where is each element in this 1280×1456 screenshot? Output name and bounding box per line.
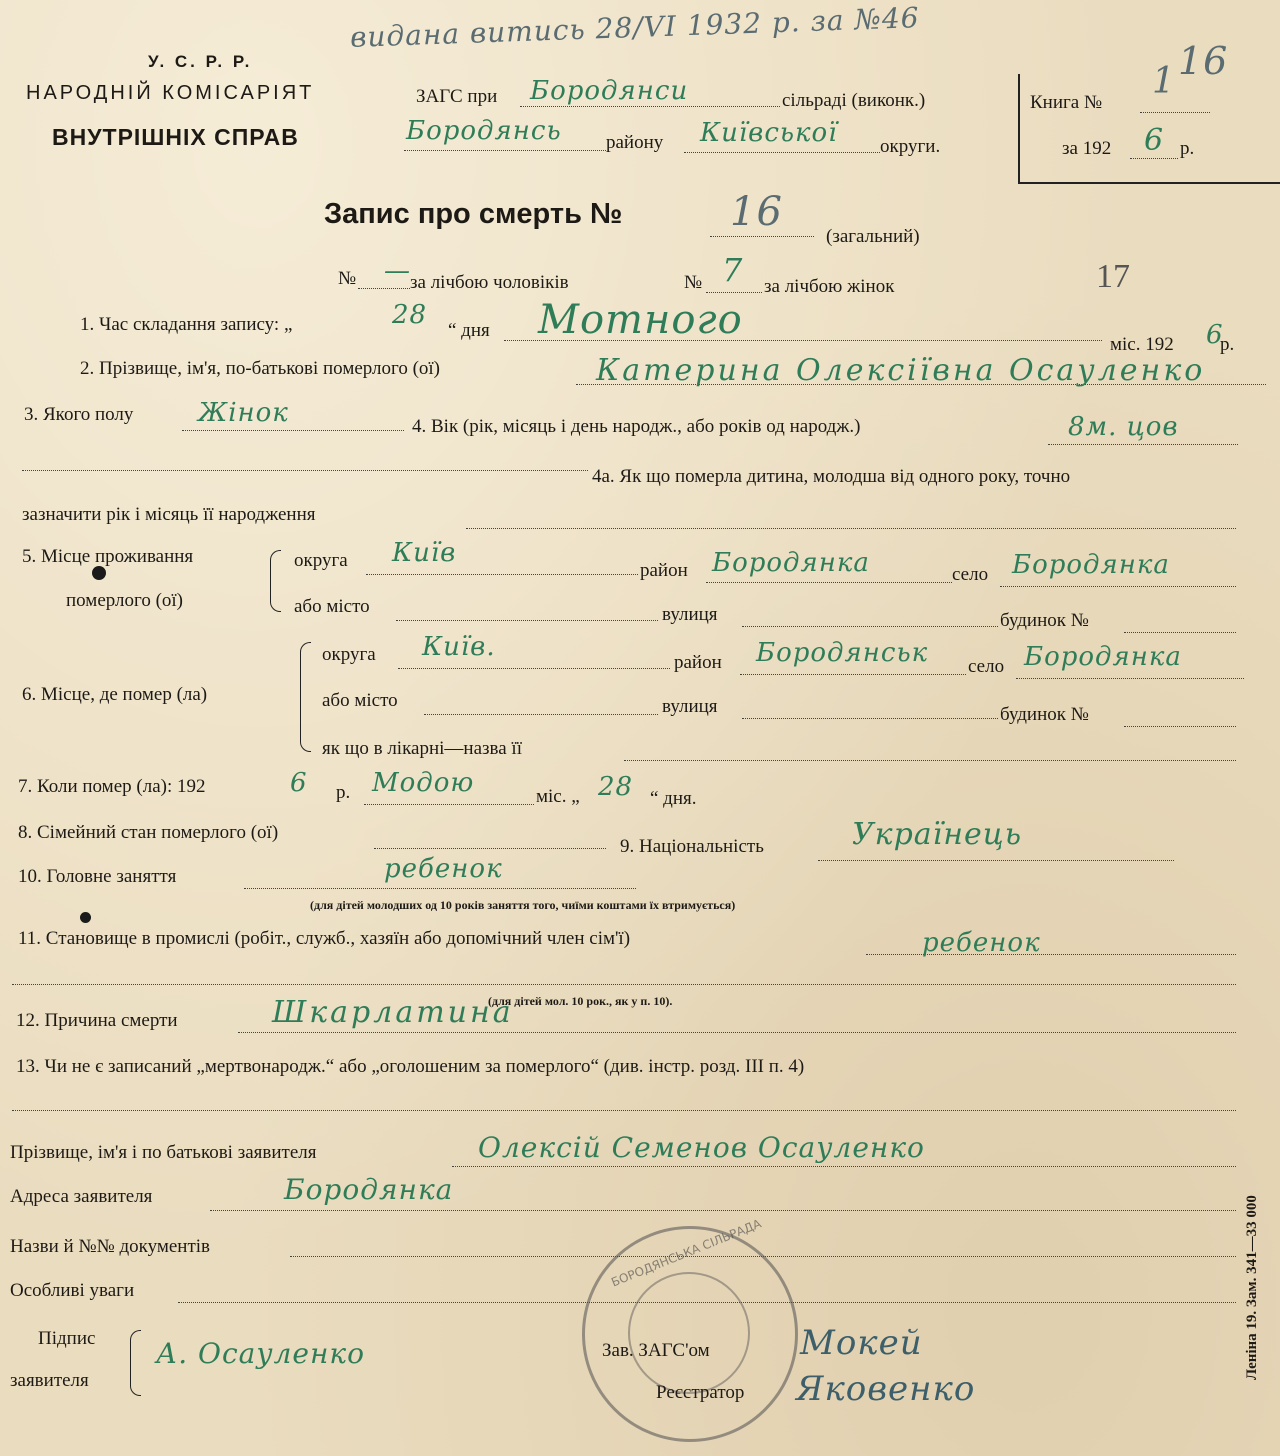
signature-value: А. Осауленко	[156, 1337, 365, 1370]
f5-vulytsia-line	[742, 626, 998, 627]
record-number: 16	[730, 189, 783, 235]
f4-label: 4. Вік (рік, місяць і день народж., або років од народж.)	[412, 416, 861, 437]
okrugy-label: округи.	[880, 136, 941, 157]
signature-label1: Підпис	[38, 1328, 96, 1349]
f6-misto: або місто	[322, 690, 398, 711]
f7-day: 28	[598, 772, 634, 802]
address-value: Бородянка	[284, 1173, 454, 1206]
f5-okruga-value: Київ	[392, 538, 457, 568]
f5-rayon-value: Бородянка	[712, 548, 870, 578]
registrar-label: Реєстратор	[656, 1382, 745, 1403]
f7-r: р.	[336, 782, 351, 803]
f12-value: Шкарлатина	[272, 995, 514, 1030]
f11-label: 11. Становище в промислі (робіт., служб., хазяїн або допомічний член сім'ї)	[18, 928, 631, 949]
printer-note: Леніна 19. Зам. 341—33 000	[1244, 1195, 1260, 1380]
f5-misto: або місто	[294, 596, 370, 617]
applicant-value: Олексій Семенов Осауленко	[478, 1131, 925, 1164]
f7-label: 7. Коли помер (ла): 192	[18, 776, 206, 797]
f7-month: Модою	[372, 768, 475, 798]
f10-line	[244, 888, 636, 889]
record-number-line	[710, 236, 814, 237]
f6-hospital: як що в лікарні—назва її	[322, 738, 522, 759]
f4a-line2	[466, 528, 1236, 529]
f1-label: 1. Час складання запису: „	[80, 314, 293, 335]
f11-line2	[12, 984, 1236, 985]
stamp-text: БОРОДЯНСЬКА СІЛЬРАДА	[609, 1216, 764, 1290]
address-line	[210, 1210, 1236, 1211]
f12-label: 12. Причина смерти	[16, 1010, 178, 1031]
f6-misto-line	[424, 714, 658, 715]
official-stamp-inner	[628, 1272, 750, 1394]
f5-rayon: район	[640, 560, 688, 581]
header-note: видана витись 28/VI 1932 р. за №46	[349, 1, 921, 54]
f4-line	[1048, 444, 1238, 445]
f9-value: Українець	[852, 817, 1023, 852]
women-value: 7	[722, 251, 744, 289]
f12-note: (для дітей мол. 10 рок., як у п. 10).	[488, 994, 673, 1008]
f3-label: 3. Якого полу	[24, 404, 134, 425]
f3-line	[182, 430, 404, 431]
men-label: за лічбою чоловіків	[410, 272, 569, 293]
f5-selo-value: Бородянка	[1012, 550, 1170, 580]
f9-label: 9. Національність	[620, 836, 764, 857]
f6-rayon-value: Бородянськ	[756, 638, 929, 668]
f13-label: 13. Чи не є записаний „мертвонародж.“ або „оголошеним за померлого“ (див. інстр. розд. III п. 4)	[16, 1056, 805, 1077]
f5-selo: село	[952, 564, 989, 585]
silradi-label: сільраді (виконк.)	[782, 90, 926, 111]
commissariat-line2: ВНУТРІШНІХ СПРАВ	[52, 124, 299, 150]
f5-okruga-line	[366, 574, 638, 575]
corner-number: 16	[1178, 39, 1229, 83]
f1-month: Мотного	[538, 297, 743, 343]
f1-r: р.	[1220, 334, 1235, 355]
women-line	[706, 292, 762, 293]
f6-vulytsia-line	[742, 718, 998, 719]
commissariat-line1: НАРОДНІЙ КОМІСАРІЯТ	[26, 82, 315, 104]
f6-selo-value: Бородянка	[1024, 642, 1182, 672]
book-value: 1	[1152, 61, 1176, 102]
f10-note: (для дітей молодших од 10 років заняття того, чиїми коштами їх втримується)	[310, 898, 736, 912]
f5-misto-line	[396, 620, 658, 621]
f7-mis: міс. „	[536, 786, 580, 807]
applicant-label: Прізвище, ім'я і по батькові заявителя	[10, 1142, 317, 1163]
rayonu-label: району	[606, 132, 664, 153]
book-year-suffix: р.	[1180, 138, 1195, 159]
f10-value: ребенок	[384, 854, 503, 884]
f5-rayon-line	[706, 582, 952, 583]
f5-selo-line	[1000, 586, 1236, 587]
f6-vulytsia: вулиця	[662, 696, 718, 717]
okrugy-line	[684, 152, 880, 153]
f6-label: 6. Місце, де помер (ла)	[22, 684, 208, 705]
punch-hole-bottom	[80, 912, 91, 923]
f6-budynok: будинок №	[1000, 704, 1089, 725]
f4-value: 8м. цов	[1068, 412, 1179, 442]
f1-mis: міс. 192	[1110, 334, 1174, 355]
f8-label: 8. Сімейний стан померлого (ої)	[18, 822, 279, 843]
f7-month-line	[364, 804, 534, 805]
ussr-label: У. С. Р. Р.	[148, 52, 253, 71]
f6-okruga-line	[398, 668, 670, 669]
book-line	[1140, 112, 1210, 113]
f9-line	[818, 860, 1174, 861]
f5-okruga: округа	[294, 550, 348, 571]
f7-day-suffix: “ дня.	[650, 788, 697, 809]
rayonu-line	[404, 150, 606, 151]
f1-day-suffix: “ дня	[448, 320, 490, 341]
notes-label: Особливі уваги	[10, 1280, 135, 1301]
f6-brace	[300, 642, 311, 752]
f5-vulytsia: вулиця	[662, 604, 718, 625]
signature-label2: заявителя	[10, 1370, 89, 1391]
f6-budynok-line	[1124, 726, 1236, 727]
documents-label: Назви й №№ документів	[10, 1236, 211, 1257]
f2-value: Катерина Олексіївна Осауленко	[596, 353, 1206, 388]
women-no: №	[684, 272, 703, 293]
f6-selo-line	[1016, 678, 1244, 679]
side-number: 17	[1096, 258, 1130, 295]
f4a-line1	[22, 470, 588, 471]
f5-budynok-line	[1124, 632, 1236, 633]
general-label: (загальний)	[826, 226, 920, 247]
signature-brace	[130, 1330, 141, 1396]
f5-label2: померлого (ої)	[66, 590, 183, 611]
f6-okruga-value: Київ.	[422, 632, 496, 662]
f4a-line1-text: 4а. Як що померла дитина, молодша від одного року, точно	[592, 466, 1071, 487]
zags-label: ЗАГС при	[416, 86, 498, 107]
registrar-value: Яковенко	[796, 1369, 976, 1409]
f12-line	[238, 1032, 1236, 1033]
okrugy-value: Київської	[700, 118, 838, 148]
men-value: —	[384, 256, 411, 286]
f13-line	[12, 1110, 1236, 1111]
f6-selo: село	[968, 656, 1005, 677]
f10-label: 10. Головне заняття	[18, 866, 177, 887]
f11-value: ребенок	[922, 928, 1041, 958]
f1-day: 28	[392, 300, 428, 330]
zags-line	[520, 106, 780, 107]
book-year-value: 6	[1144, 123, 1165, 158]
f4a-line2-text: зазначити рік і місяць її народження	[22, 504, 316, 525]
f6-okruga: округа	[322, 644, 376, 665]
book-label: Книга №	[1030, 92, 1103, 113]
f8-line	[374, 848, 606, 849]
f2-label: 2. Прізвище, ім'я, по-батькові померлого (ої)	[80, 358, 441, 379]
punch-hole-top	[92, 566, 106, 580]
f5-label1: 5. Місце проживання	[22, 546, 194, 567]
page-title: Запис про смерть №	[324, 198, 623, 230]
address-label: Адреса заявителя	[10, 1186, 153, 1207]
f6-rayon-line	[740, 674, 966, 675]
f6-hospital-line	[624, 760, 1236, 761]
f7-year: 6	[290, 768, 308, 798]
book-year-label: за 192	[1062, 138, 1112, 159]
women-label: за лічбою жінок	[764, 276, 895, 297]
book-year-line	[1130, 158, 1178, 159]
applicant-line	[452, 1166, 1236, 1167]
f5-brace	[270, 550, 281, 612]
f3-value: Жінок	[198, 398, 289, 428]
zags-head-label: Зав. ЗАГС'ом	[602, 1340, 710, 1361]
f6-rayon: район	[674, 652, 722, 673]
f1-year: 6	[1206, 320, 1224, 350]
zags-value: Бородянси	[530, 76, 689, 106]
zags-head-value: Мокей	[800, 1323, 923, 1363]
men-no: №	[338, 268, 357, 289]
men-line	[358, 288, 410, 289]
f5-budynok: будинок №	[1000, 610, 1089, 631]
rayonu-value: Бородянсь	[406, 116, 562, 146]
